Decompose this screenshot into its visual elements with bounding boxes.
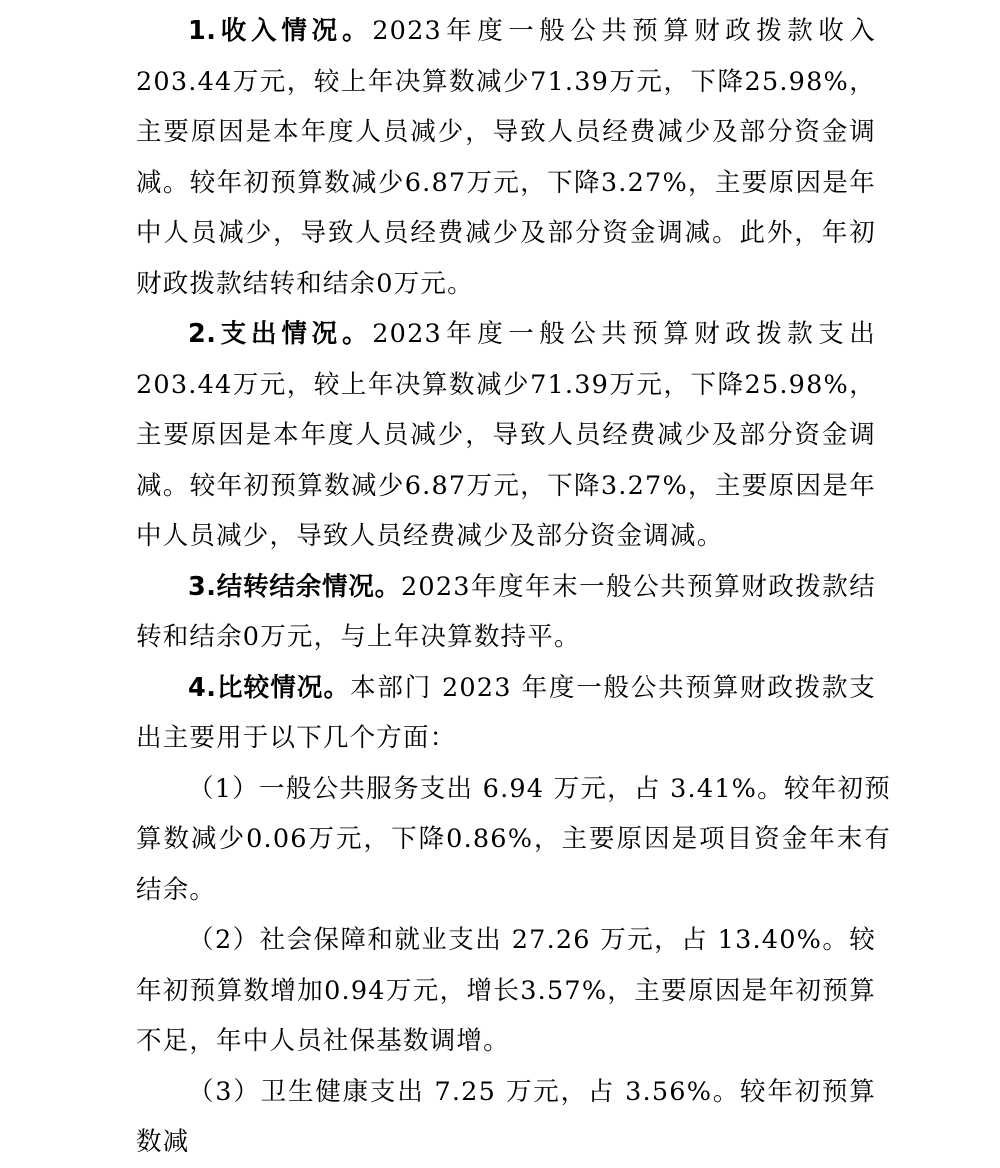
paragraph-comparison — [136, 663, 876, 764]
paragraph-item-3 — [136, 1067, 876, 1168]
paragraph-text: （2）社会保障和就业支出 27.26 万元，占 13.40%。较年初预算数增加0.94万元，增长3.57%，主要原因是年初预算不足，年中人员社保基数调增。 — [136, 925, 876, 1056]
paragraph-expenditure — [136, 309, 876, 562]
paragraph-heading: 3.结转结余情况。 — [188, 571, 401, 602]
paragraph-text: 2023年度年末一般公共预算财政拨款结转和结余0万元，与上年决算数持平。 — [136, 571, 876, 652]
paragraph-text: （1）一般公共服务支出 6.94 万元，占 3.41%。较年初预算数减少0.06万元，下降0.86%，主要原因是项目资金年末有结余。 — [136, 773, 891, 905]
paragraph-income — [136, 6, 876, 309]
paragraph-text: 2023年度一般公共预算财政拨款支出203.44万元，较上年决算数减少71.39万元，下降25.98%，主要原因是本年度人员减少，导致人员经费减少及部分资金调减。较年初预算数减少6.87万元，下降3.27%，主要原因是年中人员减少，导致人员经费减少及部分资金调减。 — [136, 319, 876, 551]
paragraph-item-2 — [136, 915, 876, 1067]
paragraph-text: 2023年度一般公共预算财政拨款收入203.44万元，较上年决算数减少71.39万元，下降25.98%，主要原因是本年度人员减少，导致人员经费减少及部分资金调减。较年初预算数减少6.87万元，下降3.27%，主要原因是年中人员减少，导致人员经费减少及部分资金调减。此外，年初财政拨款结转和结余0万元。 — [136, 16, 876, 299]
paragraph-text: 本部门 2023 年度一般公共预算财政拨款支出主要用于以下几个方面： — [136, 672, 876, 753]
paragraph-item-1 — [136, 764, 891, 916]
paragraph-heading: 4.比较情况。 — [188, 672, 351, 703]
paragraph-heading: 2.支出情况。 — [188, 319, 373, 349]
paragraph-text: （3）卫生健康支出 7.25 万元，占 3.56%。较年初预算数减 — [136, 1076, 876, 1157]
paragraph-heading: 1.收入情况。 — [188, 16, 373, 46]
paragraph-carryover — [136, 562, 876, 663]
